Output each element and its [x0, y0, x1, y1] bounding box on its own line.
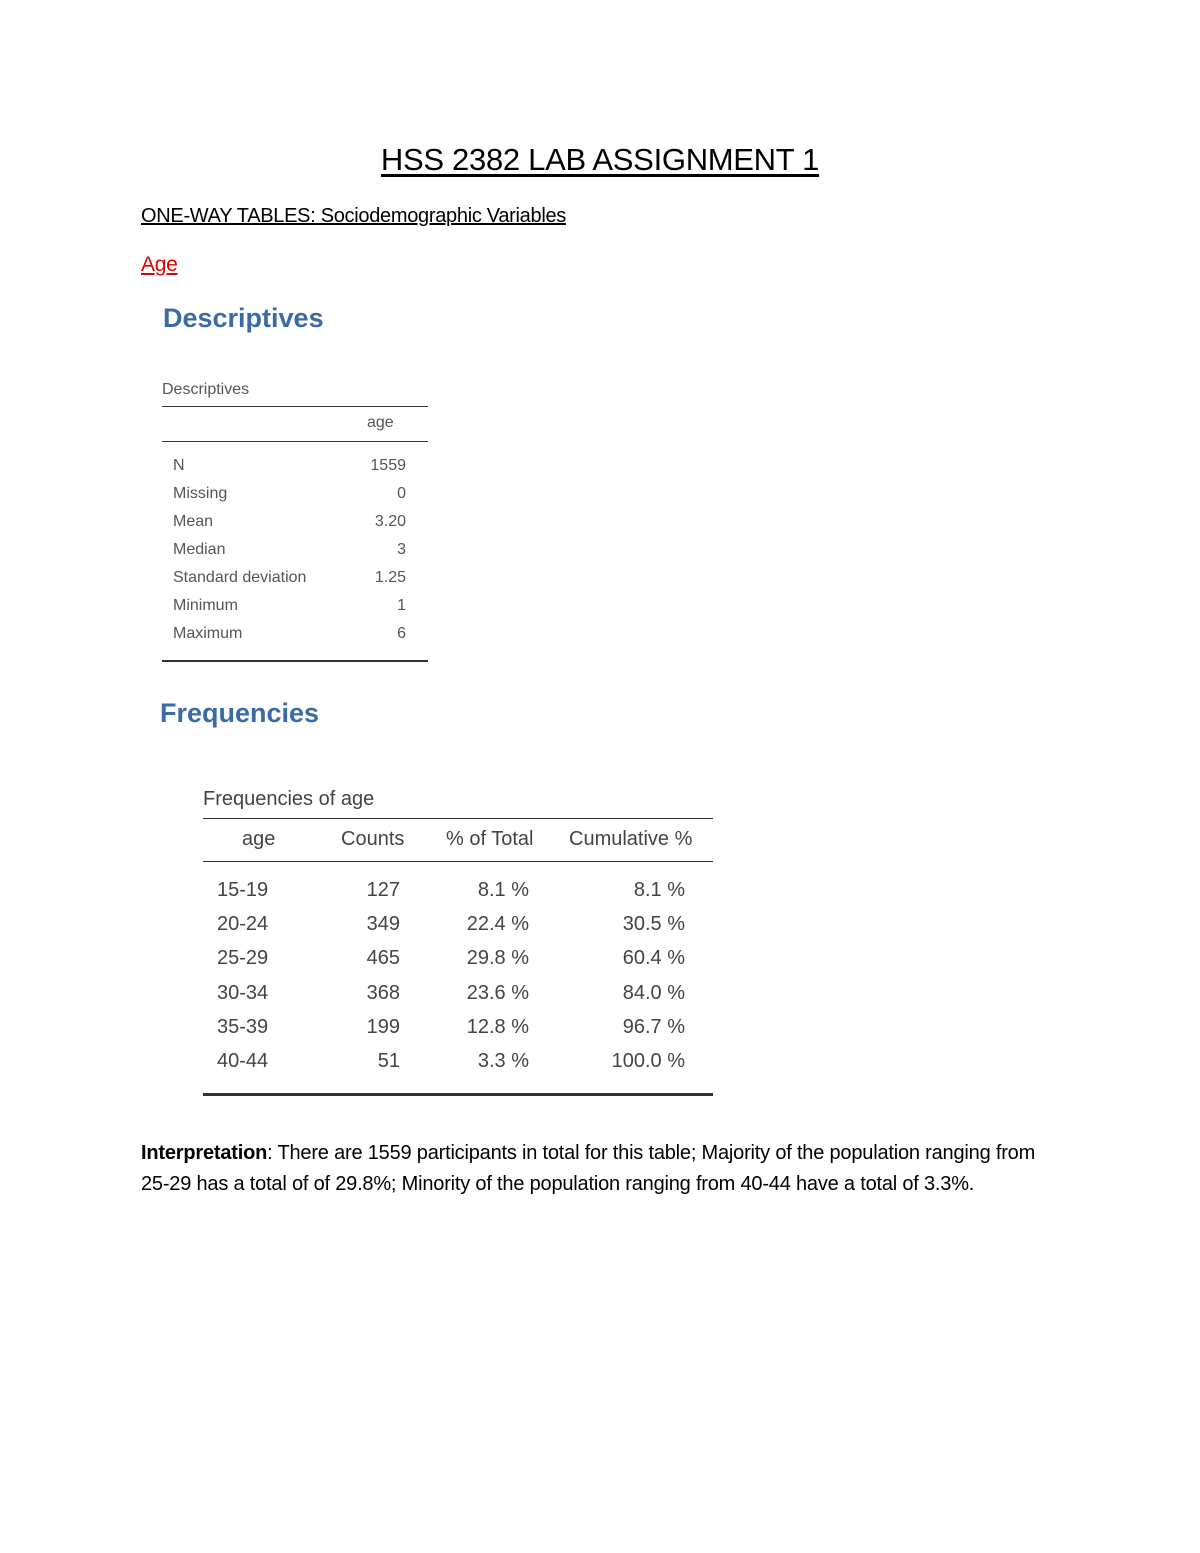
- table-row: [203, 1013, 713, 1047]
- table-row: [162, 622, 428, 650]
- row-label: Missing: [173, 485, 228, 502]
- row-label: Minimum: [173, 597, 238, 614]
- cell-age: 30-34: [217, 981, 269, 1004]
- row-label: Mean: [173, 513, 214, 530]
- row-value: 1559: [370, 457, 406, 474]
- frequencies-header: [203, 819, 713, 862]
- column-header-pct-total: % of Total: [446, 828, 534, 850]
- cell-cumulative: 60.4 %: [622, 947, 685, 970]
- interpretation-label: Interpretation: [141, 1142, 268, 1164]
- cell-pct: 8.1 %: [477, 879, 529, 901]
- cell-age: 15-19: [217, 879, 269, 901]
- table-row: [162, 454, 428, 482]
- row-value: 1.25: [374, 569, 406, 586]
- cell-count: 349: [366, 913, 400, 936]
- cell-pct: 12.8 %: [466, 1015, 529, 1038]
- cell-pct: 3.3 %: [477, 1049, 529, 1072]
- descriptives-body: [162, 442, 428, 662]
- cell-cumulative: 8.1 %: [633, 879, 685, 901]
- cell-cumulative: 30.5 %: [622, 913, 685, 936]
- descriptives-header: [162, 407, 428, 442]
- cell-count: 51: [377, 1049, 400, 1072]
- table-row: [162, 510, 428, 538]
- row-label: Median: [173, 541, 226, 558]
- table-row: [203, 1047, 713, 1081]
- frequencies-table: [203, 784, 713, 1096]
- table-row: [162, 538, 428, 566]
- row-value: 3.20: [374, 513, 406, 530]
- table-row: [162, 566, 428, 594]
- table-row: [203, 944, 713, 978]
- descriptives-table: [162, 378, 428, 662]
- subsection-heading-age: Age: [141, 253, 178, 276]
- descriptives-caption: Descriptives: [162, 378, 428, 407]
- cell-cumulative: 96.7 %: [622, 1015, 685, 1038]
- row-value: 0: [397, 485, 406, 502]
- table-row: [203, 979, 713, 1013]
- frequencies-heading: Frequencies: [160, 698, 320, 728]
- cell-cumulative: 100.0 %: [611, 1049, 685, 1072]
- descriptives-heading: Descriptives: [163, 303, 324, 333]
- frequencies-caption: Frequencies of age: [203, 784, 713, 819]
- column-header-cumulative: Cumulative %: [569, 828, 693, 850]
- column-header-age: age: [242, 828, 276, 850]
- section-heading: ONE-WAY TABLES: Sociodemographic Variables: [141, 205, 566, 227]
- table-row: [203, 910, 713, 944]
- cell-pct: 23.6 %: [466, 981, 529, 1004]
- column-header-counts: Counts: [341, 828, 405, 850]
- row-value: 6: [397, 625, 406, 642]
- row-label: Standard deviation: [173, 569, 307, 586]
- interpretation-paragraph: [141, 1138, 1061, 1200]
- table-row: [162, 482, 428, 510]
- cell-count: 465: [366, 947, 400, 970]
- cell-age: 40-44: [217, 1049, 269, 1072]
- cell-count: 368: [366, 981, 400, 1004]
- page-title: HSS 2382 LAB ASSIGNMENT 1: [380, 142, 820, 177]
- row-label: Maximum: [173, 625, 243, 642]
- cell-count: 127: [366, 879, 400, 901]
- table-row: [203, 876, 713, 910]
- cell-pct: 29.8 %: [466, 947, 529, 970]
- interpretation-text: : There are 1559 participants in total for this table; Majority of the population ranging from 25-29 has a total of of 29.8%; Minority of the population ranging from 40-44 have a total of 3.3%.: [141, 1142, 1036, 1195]
- descriptives-column-header: age: [367, 414, 394, 431]
- cell-age: 25-29: [217, 947, 269, 970]
- cell-age: 35-39: [217, 1015, 269, 1038]
- row-value: 1: [397, 597, 406, 614]
- row-value: 3: [397, 541, 406, 558]
- cell-pct: 22.4 %: [466, 913, 529, 936]
- frequencies-body: [203, 862, 713, 1096]
- table-row: [162, 594, 428, 622]
- row-label: N: [173, 457, 185, 474]
- cell-cumulative: 84.0 %: [622, 981, 685, 1004]
- cell-count: 199: [366, 1015, 400, 1038]
- cell-age: 20-24: [217, 913, 269, 936]
